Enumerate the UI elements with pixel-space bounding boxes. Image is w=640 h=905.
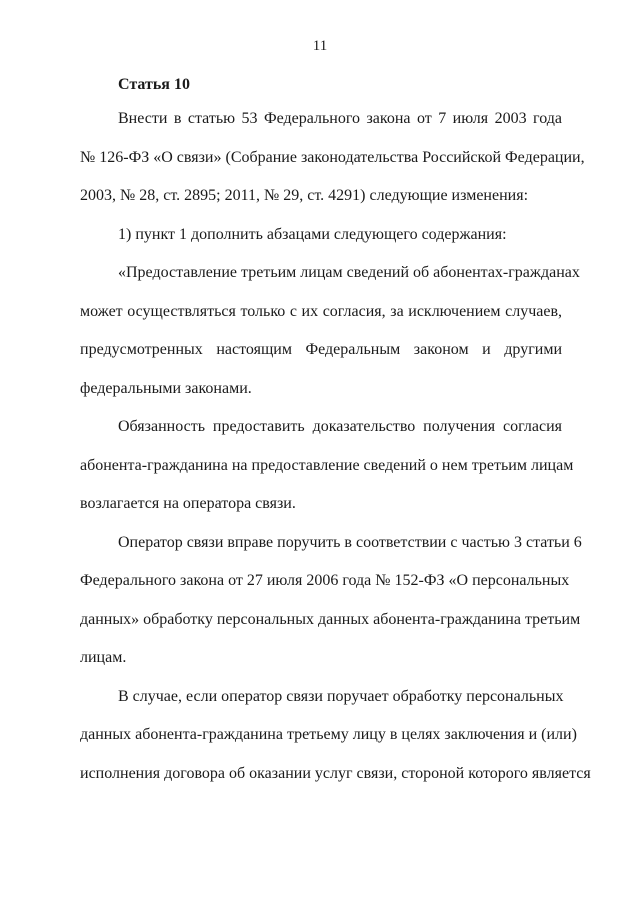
paragraph-line: федеральными законами. [80, 380, 252, 397]
paragraph-line: лицам. [80, 649, 127, 666]
paragraph-line: Внести в статью 53 Федерального закона от 7 июля 2003 года [118, 110, 562, 127]
paragraph-line: Оператор связи вправе поручить в соответствии с частью 3 статьи 6 [118, 534, 582, 551]
paragraph-line: Обязанность предоставить доказательство получения согласия [118, 418, 562, 435]
paragraph-line: исполнения договора об оказании услуг связи, стороной которого является [80, 765, 591, 782]
paragraph-line: № 126-ФЗ «О связи» (Собрание законодательства Российской Федерации, [80, 149, 585, 166]
paragraph-line: данных абонента-гражданина третьему лицу в целях заключения и (или) [80, 726, 577, 743]
paragraph-line: данных» обработку персональных данных абонента-гражданина третьим [80, 611, 581, 628]
page-number: 11 [312, 38, 328, 54]
paragraph-line: В случае, если оператор связи поручает обработку персональных [118, 688, 564, 705]
paragraph-line: предусмотренных настоящим Федеральным законом и другими [80, 341, 562, 358]
paragraph-line: Федерального закона от 27 июля 2006 года № 152-ФЗ «О персональных [80, 572, 570, 589]
paragraph-line: абонента-гражданина на предоставление сведений о нем третьим лицам [80, 457, 574, 474]
paragraph-line: 1) пункт 1 дополнить абзацами следующего содержания: [118, 226, 507, 243]
article-heading: Статья 10 [118, 76, 190, 93]
paragraph-line: 2003, № 28, ст. 2895; 2011, № 29, ст. 4291) следующие изменения: [80, 187, 529, 204]
paragraph-line: «Предоставление третьим лицам сведений об абонентах-гражданах [118, 264, 580, 281]
paragraph-line: возлагается на оператора связи. [80, 495, 296, 512]
paragraph-line: может осуществляться только с их согласия, за исключением случаев, [80, 303, 562, 320]
